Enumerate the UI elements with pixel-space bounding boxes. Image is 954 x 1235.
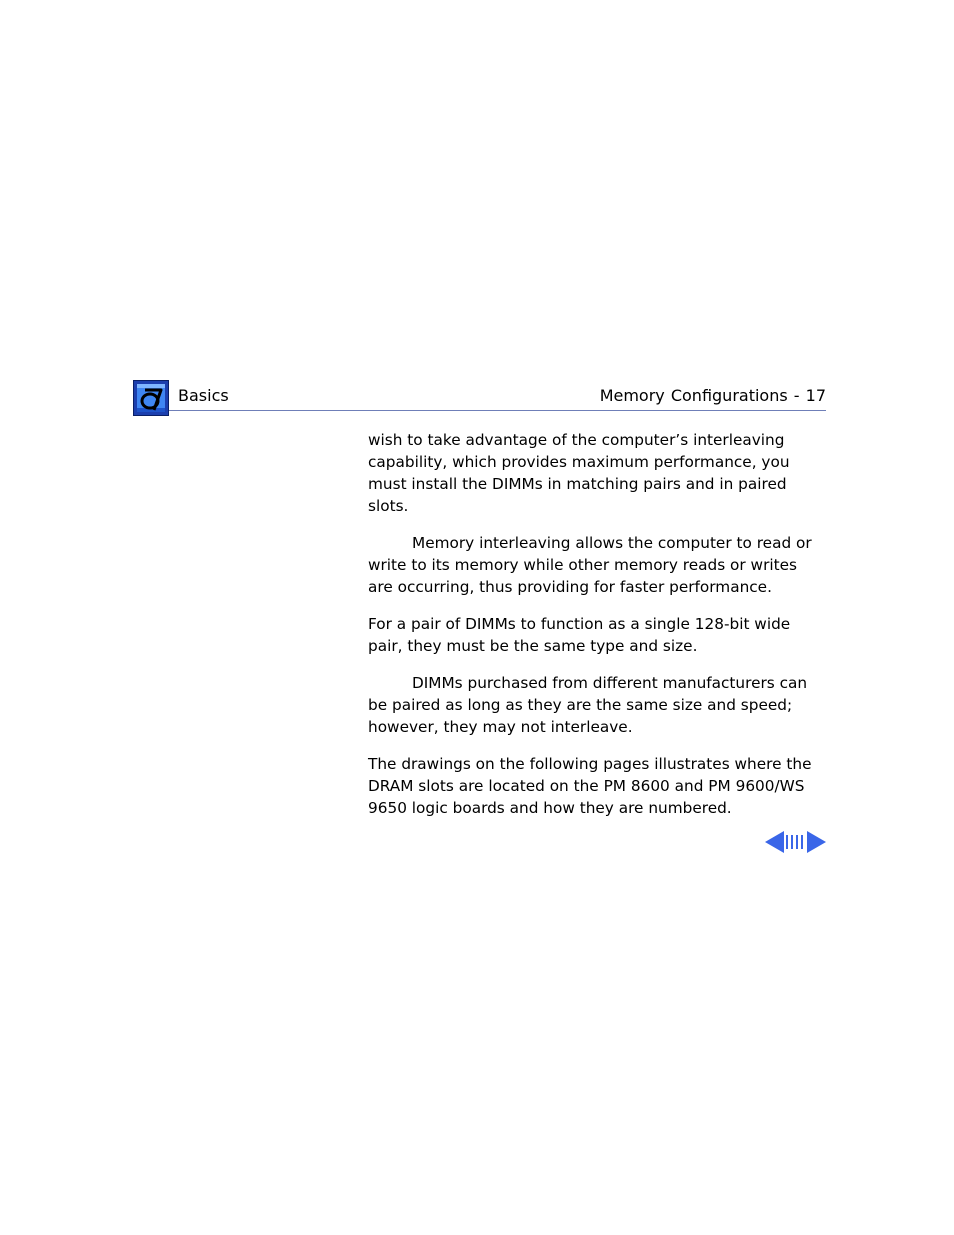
paragraph-drawings: The drawings on the following pages illustrates where the DRAM slots are located on the PM 8600 and PM 9600/WS 9650 logic boards and how they are numbered.: [368, 755, 812, 817]
paragraph-manufacturers-note: DIMMs purchased from different manufacturers can be paired as long as they are the same size and speed; however, they may not interleave.: [368, 674, 808, 736]
section-label: Basics: [178, 386, 229, 405]
arrow-left-icon[interactable]: [765, 831, 784, 853]
page-navigation: [765, 831, 827, 853]
paragraph-dimm-pair: For a pair of DIMMs to function as a single 128-bit wide pair, they must be the same type and size.: [368, 615, 791, 655]
paragraph-interleaving-intro: wish to take advantage of the computer’s interleaving capability, which provides maximum performance, you must install the DIMMs in matching pairs and in paired slots.: [368, 431, 790, 515]
mac-os-logo-icon: [133, 380, 169, 416]
page-title: Memory Configurations - 17: [599, 386, 826, 405]
page-header: [133, 380, 826, 416]
body-text: [368, 429, 816, 834]
page-index-icon[interactable]: [785, 835, 805, 849]
header-divider: [169, 410, 826, 411]
arrow-right-icon[interactable]: [807, 831, 826, 853]
paragraph-interleaving-note: Memory interleaving allows the computer to read or write to its memory while other memory reads or writes are occurring, thus providing for faster performance.: [368, 534, 812, 596]
